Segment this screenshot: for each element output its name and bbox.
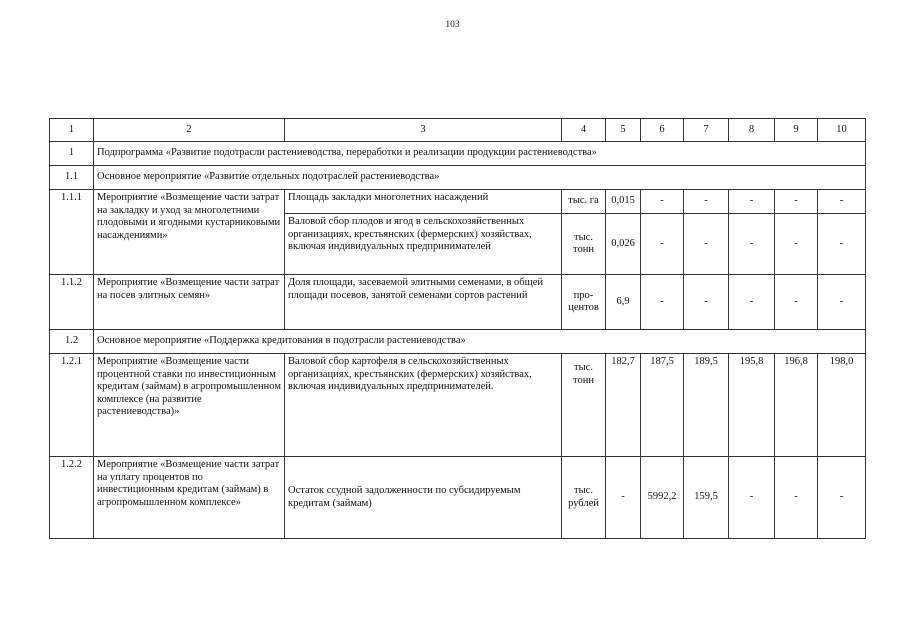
table-row [50, 190, 866, 214]
indicator-name: Площадь закладки многолетних насаждений [285, 190, 562, 214]
row-number: 1.2.1 [50, 354, 94, 457]
header-cell: 2 [94, 119, 285, 142]
value-cell: 5992,2 [641, 457, 684, 539]
indicator-unit: про-центов [562, 275, 606, 330]
header-cell: 6 [641, 119, 684, 142]
indicator-unit: тыс. га [562, 190, 606, 214]
indicator-name: Валовой сбор картофеля в сельскохозяйственных организациях, крестьянских (фермерских) хозяйствах, включая индивидуальных предпринимателей. [285, 354, 562, 457]
row-number: 1.2 [50, 330, 94, 354]
value-cell: - [818, 457, 866, 539]
row-number: 1.2.2 [50, 457, 94, 539]
indicator-name: Остаток ссудной задолженности по субсидируемым кредитам (займам) [285, 457, 562, 539]
main-event-title: Основное мероприятие «Развитие отдельных подотраслей растениеводства» [94, 166, 866, 190]
indicator-unit: тыс. тонн [562, 214, 606, 275]
value-cell: - [684, 190, 729, 214]
value-cell: - [775, 190, 818, 214]
value-cell: - [729, 275, 775, 330]
header-cell: 8 [729, 119, 775, 142]
value-cell: - [775, 275, 818, 330]
value-cell: 196,8 [775, 354, 818, 457]
value-cell: - [729, 457, 775, 539]
value-cell: - [684, 275, 729, 330]
row-number: 1.1 [50, 166, 94, 190]
value-cell: - [818, 214, 866, 275]
value-cell: 187,5 [641, 354, 684, 457]
value-cell: - [606, 457, 641, 539]
value-cell: 159,5 [684, 457, 729, 539]
header-cell: 4 [562, 119, 606, 142]
header-cell: 9 [775, 119, 818, 142]
header-row [50, 119, 866, 142]
table-row [50, 457, 866, 539]
value-cell: - [818, 275, 866, 330]
main-event-row [50, 166, 866, 190]
value-cell: - [641, 214, 684, 275]
value-cell: - [818, 190, 866, 214]
subprogram-title: Подпрограмма «Развитие подотрасли растениеводства, переработки и реализации продукции растениеводства» [94, 142, 866, 166]
value-cell: 189,5 [684, 354, 729, 457]
value-cell: 195,8 [729, 354, 775, 457]
subprogram-row [50, 142, 866, 166]
event-name: Мероприятие «Возмещение части затрат на закладку и уход за многолетними плодовыми и ягодными кустарниковыми насаждениями» [94, 190, 285, 275]
main-event-title: Основное мероприятие «Поддержка кредитования в подотрасли растениеводства» [94, 330, 866, 354]
value-cell: - [729, 214, 775, 275]
row-number: 1.1.1 [50, 190, 94, 275]
value-cell: - [641, 190, 684, 214]
value-cell: - [729, 190, 775, 214]
indicator-name: Доля площади, засеваемой элитными семенами, в общей площади посевов, занятой семенами сортов растений [285, 275, 562, 330]
header-cell: 1 [50, 119, 94, 142]
event-name: Мероприятие «Возмещение части затрат на уплату процентов по инвестиционным кредитам (займам) в агропромышленном комплексе» [94, 457, 285, 539]
page-number: 103 [445, 20, 460, 30]
main-event-row [50, 330, 866, 354]
value-cell: 0,015 [606, 190, 641, 214]
value-cell: - [775, 457, 818, 539]
indicator-unit: тыс. рублей [562, 457, 606, 539]
table-row [50, 275, 866, 330]
value-cell: - [684, 214, 729, 275]
value-cell: 6,9 [606, 275, 641, 330]
header-cell: 7 [684, 119, 729, 142]
indicators-table [49, 118, 866, 539]
event-name: Мероприятие «Возмещение части затрат на посев элитных семян» [94, 275, 285, 330]
row-number: 1.1.2 [50, 275, 94, 330]
value-cell: - [641, 275, 684, 330]
header-cell: 3 [285, 119, 562, 142]
indicator-unit: тыс. тонн [562, 354, 606, 457]
value-cell: 198,0 [818, 354, 866, 457]
table-row [50, 354, 866, 457]
header-cell: 10 [818, 119, 866, 142]
header-cell: 5 [606, 119, 641, 142]
row-number: 1 [50, 142, 94, 166]
value-cell: 0,026 [606, 214, 641, 275]
value-cell: - [775, 214, 818, 275]
event-name: Мероприятие «Возмещение части процентной ставки по инвестиционным кредитам (займам) в агропромышленном комплексе (на развитие растениеводства)» [94, 354, 285, 457]
value-cell: 182,7 [606, 354, 641, 457]
indicator-name: Валовой сбор плодов и ягод в сельскохозяйственных организациях, крестьянских (фермерских) хозяйствах, включая индивидуальных предпринимателей [285, 214, 562, 275]
